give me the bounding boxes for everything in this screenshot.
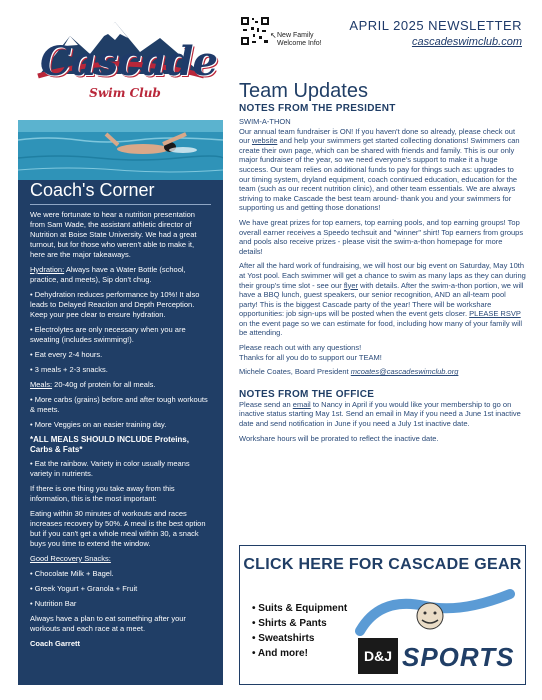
plan-paragraph: Always have a plan to eat something after your workouts and each race at a meet.	[30, 614, 186, 633]
arrow-icon: ↖	[270, 31, 277, 40]
thirty-minutes-paragraph: Eating within 30 minutes of workouts and races increases recovery by 50%. A meal is the best option but if you can't get a whole meal within 30, a snack buys you time to extend the window.	[30, 509, 206, 548]
president-name: Michele Coates, Board President	[239, 367, 351, 377]
coach-intro: We were fortunate to hear a nutrition presentation from Sam Wade, the assistant athletic director of Nutrition at Boise State University. We had a great turnout, but for those who weren't able to make it, here are the major takeaways.	[30, 210, 197, 259]
qr-label-line1: New Family	[277, 32, 314, 39]
p3-text-b: with details. After the swim-a-thon portion, we will have a BBQ lunch, guest speakers, our senior recognition, AND an all-team pool party! This is the biggest Cascade party of the year! There will be workshare opportunities: job sign-ups will be posted when the event gets closer.	[239, 280, 524, 319]
sports-wordmark: SPORTS	[402, 642, 515, 672]
president-signature	[239, 367, 526, 377]
o1-text-a: Please send an	[239, 399, 293, 409]
gear-banner-title[interactable]: CLICK HERE FOR CASCADE GEAR	[243, 556, 522, 573]
hydration-text: Always have a Water Bottle (school, practice, and meets), Sip don't chug.	[30, 265, 186, 284]
logo-wordmark: Cascade	[40, 38, 217, 85]
logo-subtitle: Swim Club	[89, 86, 161, 100]
coach-corner-title: Coach's Corner	[30, 180, 155, 200]
divider	[30, 204, 211, 205]
newsletter-title: APRIL 2025 NEWSLETTER	[349, 18, 522, 33]
gear-list	[252, 601, 347, 661]
all-meals-note: *ALL MEALS SHOULD INCLUDE Proteins, Carbs & Fats*	[30, 435, 189, 454]
gear-item: • Sweatshirts	[252, 631, 347, 646]
swimmer-photo	[18, 120, 223, 180]
meals-text: 20-40g of protein for all meals.	[52, 380, 156, 389]
recovery-label: Good Recovery Snacks:	[30, 554, 111, 563]
bullet-electrolytes: • Electrolytes are only necessary when you are sweating (includes swimming!).	[30, 325, 186, 344]
dj-badge: D&J	[358, 638, 398, 674]
hydration-paragraph	[30, 265, 211, 285]
snack-chocolate-milk: • Chocolate Milk + Bagel.	[30, 569, 114, 578]
website-link[interactable]: website	[251, 136, 278, 146]
snack-nutrition-bar: • Nutrition Bar	[30, 599, 77, 608]
coach-corner-panel	[18, 180, 223, 685]
president-paragraph-4	[239, 343, 526, 362]
snack-greek-yogurt: • Greek Yogurt + Granola + Fruit	[30, 584, 138, 593]
meals-paragraph	[30, 380, 211, 390]
p1-text-b: and help your swimmers get started collecting donations! Swimmers can create their own page, which can be shared with friends and family. This is our only major fundraiser of the year, so we need everyone's support to make it a huge success. Our team relies on additional funds to pay for things such as: upgrades to our timing system, dryland equipment, coach continued education, education for the team (such as our recent nutrition clinic), and other team essentials. We are always striving to make Cascade the best team around- thank you and your swimmers for supporting us and getting those donations!	[239, 136, 520, 213]
bullet-eat-hours: • Eat every 2-4 hours.	[30, 350, 103, 359]
coach-signature: Coach Garrett	[30, 639, 81, 648]
p4-line-1: Please reach out with any questions!	[239, 343, 362, 353]
one-thing-paragraph: If there is one thing you take away from this information, this is the most important:	[30, 484, 175, 503]
office-paragraph-1	[239, 400, 526, 429]
p3-text-a: After all the hard work of fundraising, we will host our big event on Saturday, May 10th at Yost pool. Each swimmer will get a chance to swim as many laps as they can during their group's time slot - see our	[239, 261, 526, 290]
office-paragraph-2: Workshare hours will be prorated to reflect the inactive date.	[239, 433, 439, 443]
meals-label: Meals:	[30, 380, 53, 389]
cascade-gear-banner[interactable]	[239, 545, 526, 685]
rsvp-link[interactable]: PLEASE RSVP	[469, 309, 521, 319]
president-paragraph-2: We have great prizes for top earners, top earning pools, and top earning groups! Top overall earner receives a Speedo techsuit and "winner" shirt! Top earners from groups and pools also receive prizes - please visit the swim-a-thon homepage for more details!	[239, 217, 524, 256]
flyer-link[interactable]: flyer	[343, 280, 358, 290]
p4-line-2: Thanks for all you do to support our TEAM!	[239, 352, 382, 362]
email-link[interactable]: email	[292, 399, 311, 409]
president-email-link[interactable]: mcoates@cascadeswimclub.org	[350, 367, 459, 377]
gear-item: • Suits & Equipment	[252, 601, 347, 616]
recovery-snacks-label	[30, 554, 211, 564]
dj-sports-logo	[350, 586, 520, 681]
bullet-dehydration: • Dehydration reduces performance by 10%! It also leads to Delayed Reaction and Depth Perception. Keep your pee clear to ensure hydration.	[30, 290, 200, 319]
p3-text-c: on the event page so we can estimate for food, including how many of your family will be attending.	[239, 318, 523, 338]
president-heading: NOTES FROM THE PRESIDENT	[239, 103, 396, 114]
qr-code[interactable]	[240, 16, 270, 46]
hydration-label: Hydration:	[30, 265, 65, 274]
bullet-rainbow: • Eat the rainbow. Variety in color usually means variety in nutrients.	[30, 459, 190, 478]
president-paragraph-3	[239, 261, 526, 338]
bullet-carbs: • More carbs (grains) before and after tough workouts & meets.	[30, 395, 208, 414]
team-updates-title: Team Updates	[239, 80, 368, 102]
p1-text-a: Our annual team fundraiser is ON! If you haven't done so already, please check out our	[239, 126, 516, 146]
swimathon-heading: SWIM-A-THON	[239, 117, 291, 126]
bullet-veggies: • More Veggies on an easier training day.	[30, 420, 167, 429]
o1-text-b: to Nancy in April if you would like your membership to go on inactive status starting May 1st. Send an email in May if you need a June 1st inactive date and send notification in June if you need a July 1st inactive date.	[239, 399, 521, 429]
team-updates-column	[239, 80, 526, 448]
swimmer-mascot-icon	[350, 586, 520, 646]
office-heading: NOTES FROM THE OFFICE	[239, 388, 375, 400]
gear-item: • And more!	[252, 646, 347, 661]
site-url-link[interactable]: cascadeswimclub.com	[411, 36, 522, 48]
qr-label	[270, 31, 322, 48]
president-paragraph-1	[239, 127, 526, 213]
gear-item: • Shirts & Pants	[252, 616, 347, 631]
qr-label-line2: Welcome Info!	[277, 40, 322, 47]
bullet-meals-snacks: • 3 meals + 2-3 snacks.	[30, 365, 108, 374]
